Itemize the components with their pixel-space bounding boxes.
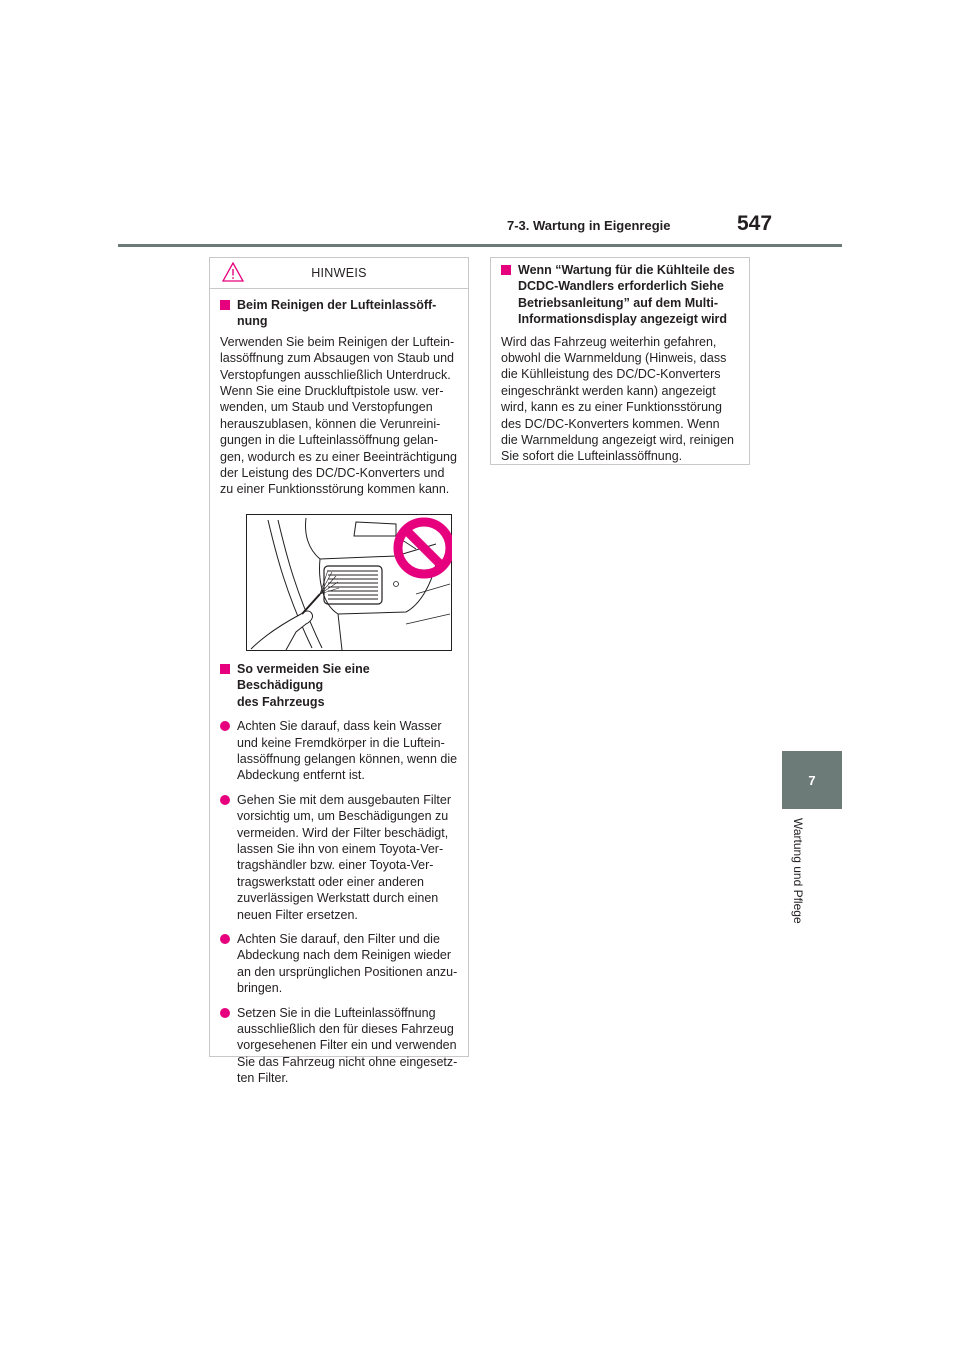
square-bullet-icon xyxy=(220,664,230,674)
cleaning-paragraph xyxy=(220,334,458,498)
chapter-title: Wartung und Pflege xyxy=(791,818,805,924)
text-line: vorsichtig um, um Beschädigungen zu xyxy=(237,809,449,824)
text-line: neuen Filter ersetzen. xyxy=(237,907,358,922)
round-bullet-icon xyxy=(220,795,230,805)
text-line: Gehen Sie mit dem ausgebauten Filter xyxy=(237,792,452,807)
bullet-text xyxy=(237,1005,458,1087)
square-bullet-icon xyxy=(220,300,230,310)
text-line: der Leistung des DC/DC-Konverters und xyxy=(220,466,445,481)
text-line: lassöffnung gelangen können, wenn die xyxy=(237,751,458,766)
bullet-text xyxy=(237,792,458,923)
text-line: herauszublasen, können die Verunreini- xyxy=(220,416,441,431)
warning-paragraph xyxy=(501,334,739,465)
section-heading xyxy=(220,297,458,330)
bullet-text xyxy=(237,718,458,784)
heading-text xyxy=(518,262,739,328)
page-number: 547 xyxy=(737,212,773,235)
text-line: Achten Sie darauf, den Filter und die xyxy=(237,931,440,946)
text-line: gen, wodurch es zu einer Beeinträchtigung xyxy=(220,449,457,464)
chapter-number: 7 xyxy=(808,772,816,788)
text-line: ten Filter. xyxy=(237,1071,289,1086)
text-line: bringen. xyxy=(237,981,283,996)
round-bullet-icon xyxy=(220,721,230,731)
text-line: Achten Sie darauf, dass kein Wasser xyxy=(237,719,442,734)
section-heading xyxy=(501,262,739,328)
round-bullet-icon xyxy=(220,934,230,944)
text-line: die Kühlleistung des DC/DC-Konverters xyxy=(501,367,721,382)
text-line: gungen in die Lufteinlassöffnung gelan- xyxy=(220,433,438,448)
text-line: des DC/DC-Konverters kommen. Wenn xyxy=(501,416,720,431)
text-line: lassen Sie ihn von einem Toyota-Ver- xyxy=(237,841,444,856)
heading-line: Betriebsanleitung” auf dem Multi- xyxy=(518,295,719,310)
text-line: lassöffnung zum Absaugen von Staub und xyxy=(220,351,454,366)
text-line: Verstopfungen ausschließlich Unterdruck. xyxy=(220,367,451,382)
heading-line: So vermeiden Sie eine Beschädigung xyxy=(237,661,370,693)
text-line: Wird das Fahrzeug weiterhin gefahren, xyxy=(501,334,717,349)
bullet-item xyxy=(220,792,458,923)
text-line: Sie das Fahrzeug nicht ohne eingesetz- xyxy=(237,1054,458,1069)
text-line: Abdeckung nach dem Reinigen wieder xyxy=(237,948,452,963)
air-intake-illustration xyxy=(246,514,452,651)
section-heading xyxy=(220,661,458,710)
text-line: vorgesehenen Filter ein und verwenden xyxy=(237,1038,457,1053)
info-box xyxy=(490,257,750,465)
notice-header xyxy=(210,258,468,289)
text-line: vermeiden. Wird der Filter beschädigt, xyxy=(237,825,449,840)
text-line: zuverlässigen Werkstatt durch einen xyxy=(237,891,439,906)
text-line: an den ursprünglichen Positionen anzu- xyxy=(237,964,458,979)
text-line: Abdeckung entfernt ist. xyxy=(237,768,365,783)
text-line: obwohl die Warnmeldung (Hinweis, dass xyxy=(501,351,727,366)
round-bullet-icon xyxy=(220,1008,230,1018)
bullet-item xyxy=(220,718,458,784)
section-title: 7-3. Wartung in Eigenregie xyxy=(507,218,671,233)
notice-box xyxy=(209,257,469,1086)
text-line: eingeschränkt werden kann) angezeigt xyxy=(501,383,716,398)
header-rule xyxy=(118,244,842,247)
text-line: Wenn Sie eine Druckluftpistole usw. ver- xyxy=(220,384,444,399)
bullet-item xyxy=(220,931,458,997)
heading-text: Beim Reinigen der Lufteinlassöff- nung xyxy=(237,298,437,329)
heading-line: DCDC-Wandlers erforderlich Siehe xyxy=(518,279,724,294)
warning-triangle-icon xyxy=(222,262,244,282)
text-line: tragshändler bzw. einer Toyota-Ver- xyxy=(237,858,434,873)
heading-text xyxy=(237,661,458,710)
square-bullet-icon xyxy=(501,265,511,275)
text-line: Sie sofort die Lufteinlassöffnung. xyxy=(501,449,683,464)
text-line: ausschließlich den für dieses Fahrzeug xyxy=(237,1022,454,1036)
text-line: Verwenden Sie beim Reinigen der Luftein- xyxy=(220,334,455,349)
heading-line: Informationsdisplay angezeigt wird xyxy=(518,312,728,327)
bullet-text xyxy=(237,931,458,997)
text-line: wird, kann es zu einer Funktionsstörung xyxy=(501,400,722,415)
heading-line: Wenn “Wartung für die Kühlteile des xyxy=(518,263,735,277)
text-line: Setzen Sie in die Lufteinlassöffnung xyxy=(237,1005,436,1020)
text-line: zu einer Funktionsstörung kommen kann. xyxy=(220,482,450,497)
chapter-tab xyxy=(782,751,842,809)
notice-label: HINWEIS xyxy=(311,265,367,280)
text-line: wenden, um Staub und Verstopfungen xyxy=(220,400,433,415)
text-line: tragswerkstatt oder einer anderen xyxy=(237,874,424,889)
text-line: und keine Fremdkörper in die Luftein- xyxy=(237,735,445,750)
text-line: die Warnmeldung angezeigt wird, reinigen xyxy=(501,433,735,448)
bullet-item xyxy=(220,1005,458,1087)
heading-line: des Fahrzeugs xyxy=(237,694,325,709)
